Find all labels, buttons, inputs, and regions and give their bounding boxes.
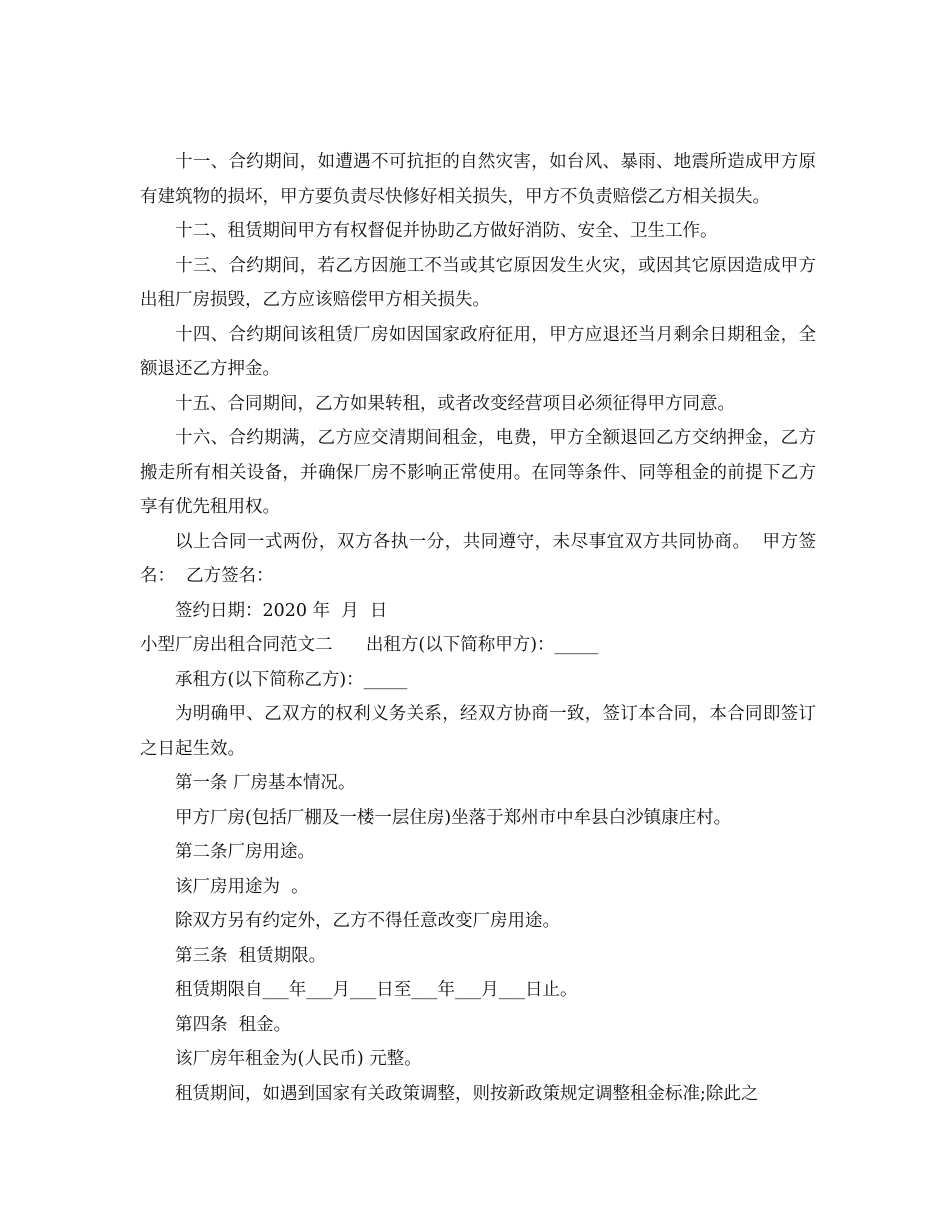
article-3-heading: 第三条 租赁期限。 — [175, 945, 327, 966]
article-4-body-adjustment: 租赁期间，如遇到国家有关政策调整，则按新政策规定调整租金标准;除此之 — [175, 1083, 759, 1104]
article-4-body-rent: 该厂房年租金为(人民币) 元整。 — [175, 1049, 422, 1069]
article-1-body: 甲方厂房(包括厂棚及一楼一层住房)坐落于郑州市中牟县白沙镇康庄村。 — [175, 807, 732, 828]
clause-15: 十五、合同期间，乙方如果转租，或者改变经营项目必须征得甲方同意。 — [175, 393, 735, 414]
lessee-line: 承租方(以下简称乙方)：_____ — [175, 669, 408, 690]
copies-and-signatures: 以上合同一式两份，双方各执一分，共同遵守，未尽事宜双方共同协商。 甲方签名： 乙方签名： — [140, 531, 816, 586]
article-4-heading: 第四条 租金。 — [175, 1014, 292, 1035]
contract-intro: 为明确甲、乙双方的权利义务关系，经双方协商一致，签订本合同，本合同即签订之日起生效。 — [140, 704, 816, 759]
document-body — [140, 145, 816, 1111]
article-1-heading: 第一条 厂房基本情况。 — [175, 773, 356, 793]
clause-11: 十一、合约期间，如遭遇不可抗拒的自然灾害，如台风、暴雨、地震所造成甲方原有建筑物的损坏，甲方要负责尽快修好相关损失，甲方不负责赔偿乙方相关损失。 — [140, 152, 816, 207]
article-2-heading: 第二条厂房用途。 — [175, 842, 315, 862]
second-contract-title: 小型厂房出租合同范文二 出租方(以下简称甲方)：_____ — [140, 635, 599, 655]
article-3-body: 租赁期限自___年___月___日至___年___月___日止。 — [175, 980, 578, 1000]
article-2-body-use: 该厂房用途为 。 — [175, 876, 309, 897]
clause-16: 十六、合约期满，乙方应交清期间租金，电费，甲方全额退回乙方交纳押金，乙方搬走所有相关设备，并确保厂房不影响正常使用。在同等条件、同等租金的前提下乙方享有优先租用权。 — [140, 428, 816, 517]
clause-14: 十四、合约期间该租赁厂房如因国家政府征用，甲方应退还当月剩余日期租金，全额退还乙方押金。 — [140, 324, 816, 379]
article-2-body-restriction: 除双方另有约定外，乙方不得任意改变厂房用途。 — [175, 911, 560, 931]
clause-13: 十三、合约期间，若乙方因施工不当或其它原因发生火灾，或因其它原因造成甲方出租厂房损毁，乙方应该赔偿甲方相关损失。 — [140, 255, 816, 310]
clause-12: 十二、租赁期间甲方有权督促并协助乙方做好消防、安全、卫生工作。 — [175, 221, 718, 241]
signing-date: 签约日期：2020 年 月 日 — [175, 600, 388, 621]
